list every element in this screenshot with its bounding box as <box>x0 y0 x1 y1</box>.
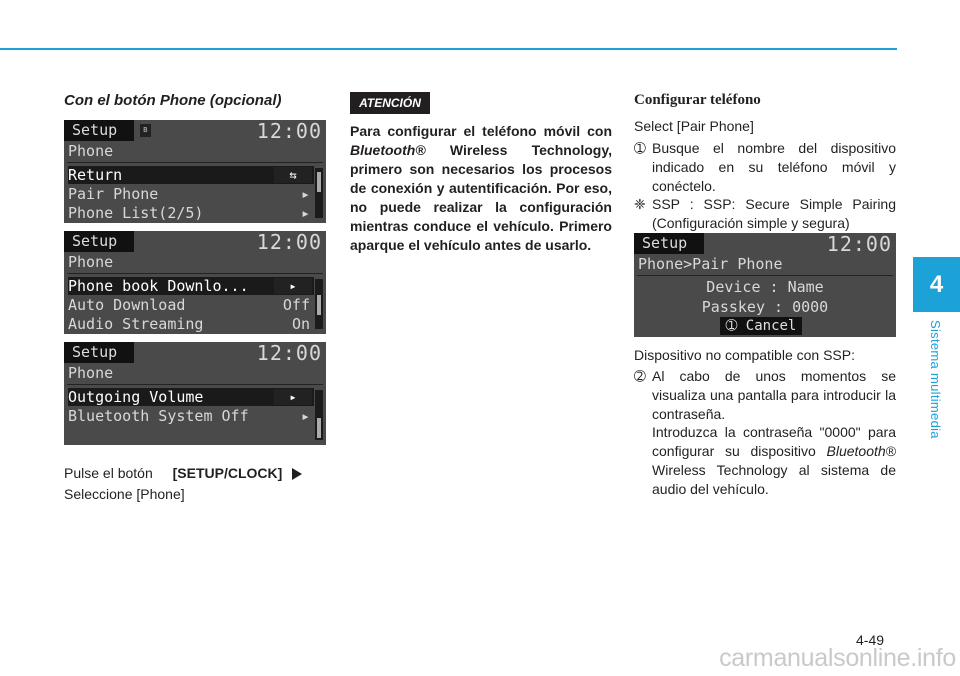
menu-item-label: Return <box>68 166 123 184</box>
chapter-title: Sistema multimedia <box>928 320 943 439</box>
screen-clock: 12:00 <box>256 342 322 365</box>
attention-text-part: Para configurar el teléfono móvil con <box>350 123 612 139</box>
ssp-note <box>634 195 896 233</box>
screen-header <box>64 120 326 141</box>
menu-item-label: Audio Streaming <box>68 315 204 333</box>
screen-header <box>64 231 326 252</box>
arrow-right-icon <box>292 468 302 480</box>
select-instruction: Select [Pair Phone] <box>634 118 754 134</box>
menu-item-outgoing-volume <box>68 388 314 406</box>
screen-header <box>64 342 326 363</box>
step-1 <box>634 139 896 196</box>
chapter-tab: 4 <box>913 257 960 312</box>
menu-item-phone-list <box>68 204 314 222</box>
screen-title: Phone>Pair Phone <box>638 255 783 273</box>
screen-clock: 12:00 <box>256 120 322 143</box>
instruction-text: Pulse el botón <box>64 465 153 481</box>
menu-item-label: Bluetooth System Off <box>68 407 249 425</box>
menu-item-label: Outgoing Volume <box>68 388 204 406</box>
step-text-part: Wireless Technology al sistema de audio del vehículo. <box>652 462 896 497</box>
menu-item-phone-book-download <box>68 277 314 295</box>
screen-header <box>634 233 896 254</box>
key-name: [SETUP/CLOCK] <box>172 465 283 481</box>
screen-phone-menu-2 <box>64 231 326 334</box>
arrow-right-icon: ▸ <box>300 407 310 425</box>
attention-badge: ATENCIÓN <box>350 92 430 114</box>
screen-clock: 12:00 <box>256 231 322 254</box>
scrollbar <box>315 390 323 440</box>
screen-title: Phone <box>68 142 114 160</box>
arrow-right-icon: ▸ <box>300 204 310 222</box>
arrow-right-icon: ▸ <box>274 278 312 294</box>
brand-name: Bluetooth® <box>826 443 896 459</box>
section-heading: Con el botón Phone (opcional) <box>64 92 282 109</box>
attention-text <box>350 122 612 255</box>
step-marker: ➁ <box>634 368 646 384</box>
note-marker: ❈ <box>634 196 646 212</box>
screen-pair-phone <box>634 233 896 337</box>
step-text: Busque el nombre del dispositivo indicado en su teléfono móvil y conéctelo. <box>652 140 896 194</box>
screen-divider <box>67 162 323 163</box>
screen-clock: 12:00 <box>826 233 892 256</box>
step-2 <box>634 367 896 424</box>
instruction-line-2: Seleccione [Phone] <box>64 486 185 502</box>
step-text-part: Introduzca la contraseña "0000" para configurar su dispositivo <box>652 424 896 459</box>
screen-title: Phone <box>68 364 114 382</box>
screen-divider <box>67 384 323 385</box>
menu-item-label: Phone book Downlo... <box>68 277 249 295</box>
scrollbar <box>315 279 323 329</box>
attention-text-part: Wireless Technology, primero son necesarios los procesos de conexión y autentificación. Por eso, no puede realizar la configuración mientras conduce el vehículo. Primero aparque el vehículo antes de usarlo. <box>350 142 612 253</box>
menu-item-bluetooth-system-off <box>68 407 314 425</box>
screen-divider <box>67 273 323 274</box>
screen-setup-label: Setup <box>64 342 134 363</box>
header-rule <box>0 48 897 50</box>
step-text: Al cabo de unos momentos se visualiza una pantalla para introducir la contraseña. <box>652 368 896 422</box>
arrow-right-icon: ▸ <box>300 185 310 203</box>
note-text: SSP : SSP: Secure Simple Pairing (Configuración simple y segura) <box>652 196 896 231</box>
cancel-button: ➀ Cancel <box>720 317 802 335</box>
screen-divider <box>637 275 893 276</box>
screen-title: Phone <box>68 253 114 271</box>
screen-phone-menu-1 <box>64 120 326 223</box>
menu-item-audio-streaming <box>68 315 314 333</box>
device-name: Device : Name <box>706 278 824 296</box>
watermark: carmanualsonline.info <box>719 644 956 672</box>
subsection-heading: Configurar teléfono <box>634 92 761 108</box>
screen-setup-label: Setup <box>634 233 704 254</box>
screen-phone-menu-3 <box>64 342 326 445</box>
brand-name: Bluetooth® <box>350 142 426 158</box>
step-text <box>634 423 896 499</box>
menu-item-label: Phone List(2/5) <box>68 204 204 222</box>
step-marker: ➀ <box>634 140 646 156</box>
step-2-detail <box>634 423 896 499</box>
menu-item-label: Pair Phone <box>68 185 159 203</box>
bluetooth-icon: ʙ <box>140 124 151 137</box>
pairing-info <box>634 277 896 317</box>
menu-item-label: Auto Download <box>68 296 186 314</box>
screen-setup-label: Setup <box>64 120 134 141</box>
instruction-line-1 <box>64 464 302 483</box>
arrow-right-icon: ▸ <box>274 389 312 405</box>
menu-item-value: On <box>291 315 310 333</box>
menu-item-pair-phone <box>68 185 314 203</box>
incompatible-heading: Dispositivo no compatible con SSP: <box>634 347 855 363</box>
return-icon: ⇆ <box>274 167 312 183</box>
page-number: 4-49 <box>856 632 885 648</box>
passkey: Passkey : 0000 <box>701 298 829 316</box>
scrollbar <box>315 168 323 218</box>
screen-setup-label: Setup <box>64 231 134 252</box>
menu-item-value: Off <box>282 296 310 314</box>
menu-item-auto-download <box>68 296 314 314</box>
menu-item-return <box>68 166 314 184</box>
